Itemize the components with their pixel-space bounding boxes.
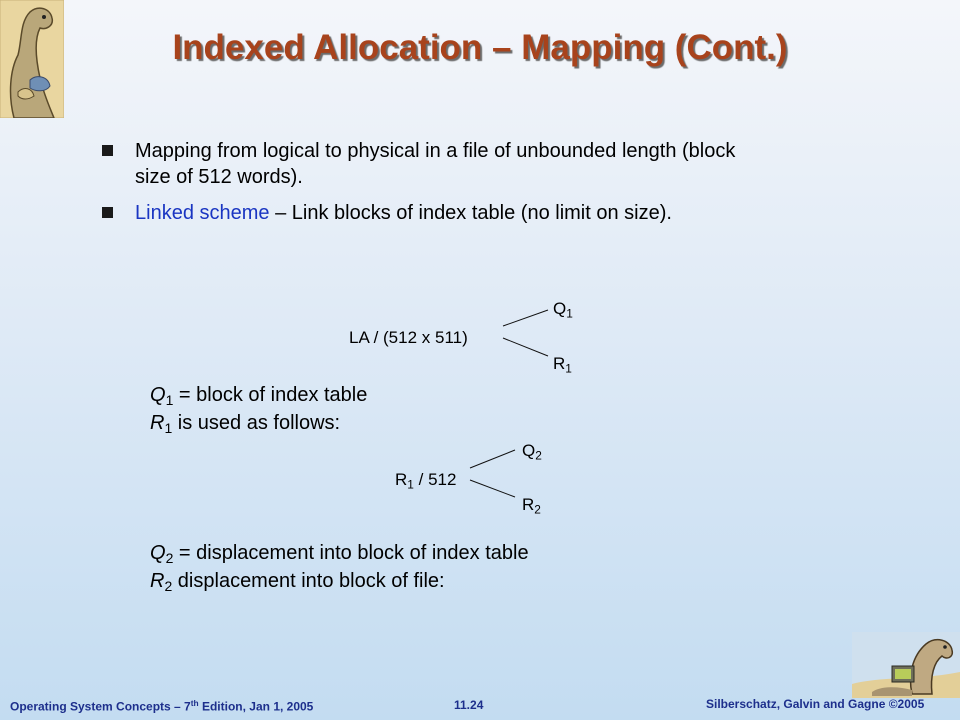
definition-q1: [150, 384, 367, 408]
definition-r2: [150, 570, 445, 594]
q-letter: Q: [553, 299, 567, 318]
footer-text: Edition, Jan 1, 2005: [198, 699, 314, 714]
diagram2-quotient-label: [522, 441, 542, 462]
bullet-text: Mapping from logical to physical in a file of unbounded length (block size of 512 words).: [135, 140, 736, 188]
r-subscript: 2: [164, 577, 173, 594]
diagram1-quotient-label: [553, 299, 573, 320]
definition-text: = displacement into block of index table: [173, 542, 529, 564]
diagram2-remainder-label: [522, 495, 541, 516]
r-letter: R: [522, 495, 535, 514]
r-letter: R: [150, 570, 165, 592]
footer-superscript: th: [190, 698, 199, 708]
definition-text: displacement into block of file:: [172, 570, 445, 592]
q-subscript: 2: [165, 549, 174, 566]
bullet-highlight: Linked scheme: [135, 202, 270, 224]
diagram1-expression: LA / (512 x 511): [349, 328, 468, 347]
definition-q2: [150, 542, 529, 566]
slide-title: Indexed Allocation – Mapping (Cont.): [172, 28, 788, 67]
r-letter: R: [553, 354, 566, 373]
footer-book-title: [10, 698, 313, 714]
r-letter: R: [395, 470, 408, 489]
q-subscript: 2: [535, 448, 542, 463]
footer-page-number: 11.24: [454, 698, 484, 712]
footer-text: Operating System Concepts – 7: [10, 699, 191, 714]
definition-r1: [150, 412, 340, 436]
diagram1-remainder-label: [553, 354, 572, 375]
q-subscript: 1: [165, 391, 174, 408]
r-letter: R: [150, 412, 165, 434]
footer-copyright: Silberschatz, Galvin and Gagne ©2005: [706, 697, 925, 711]
r-subscript: 2: [534, 502, 541, 517]
r-subscript: 1: [164, 419, 173, 436]
q-letter: Q: [150, 384, 166, 406]
q-letter: Q: [522, 441, 536, 460]
bullet-text: – Link blocks of index table (no limit on size).: [269, 202, 672, 224]
definition-text: = block of index table: [173, 384, 368, 406]
expression-rest: / 512: [413, 470, 457, 489]
r-subscript: 1: [565, 361, 572, 376]
q-letter: Q: [150, 542, 166, 564]
definition-text: is used as follows:: [172, 412, 341, 434]
diagram2-expression: [395, 470, 456, 491]
r-subscript: 1: [407, 477, 414, 492]
q-subscript: 1: [566, 306, 573, 321]
